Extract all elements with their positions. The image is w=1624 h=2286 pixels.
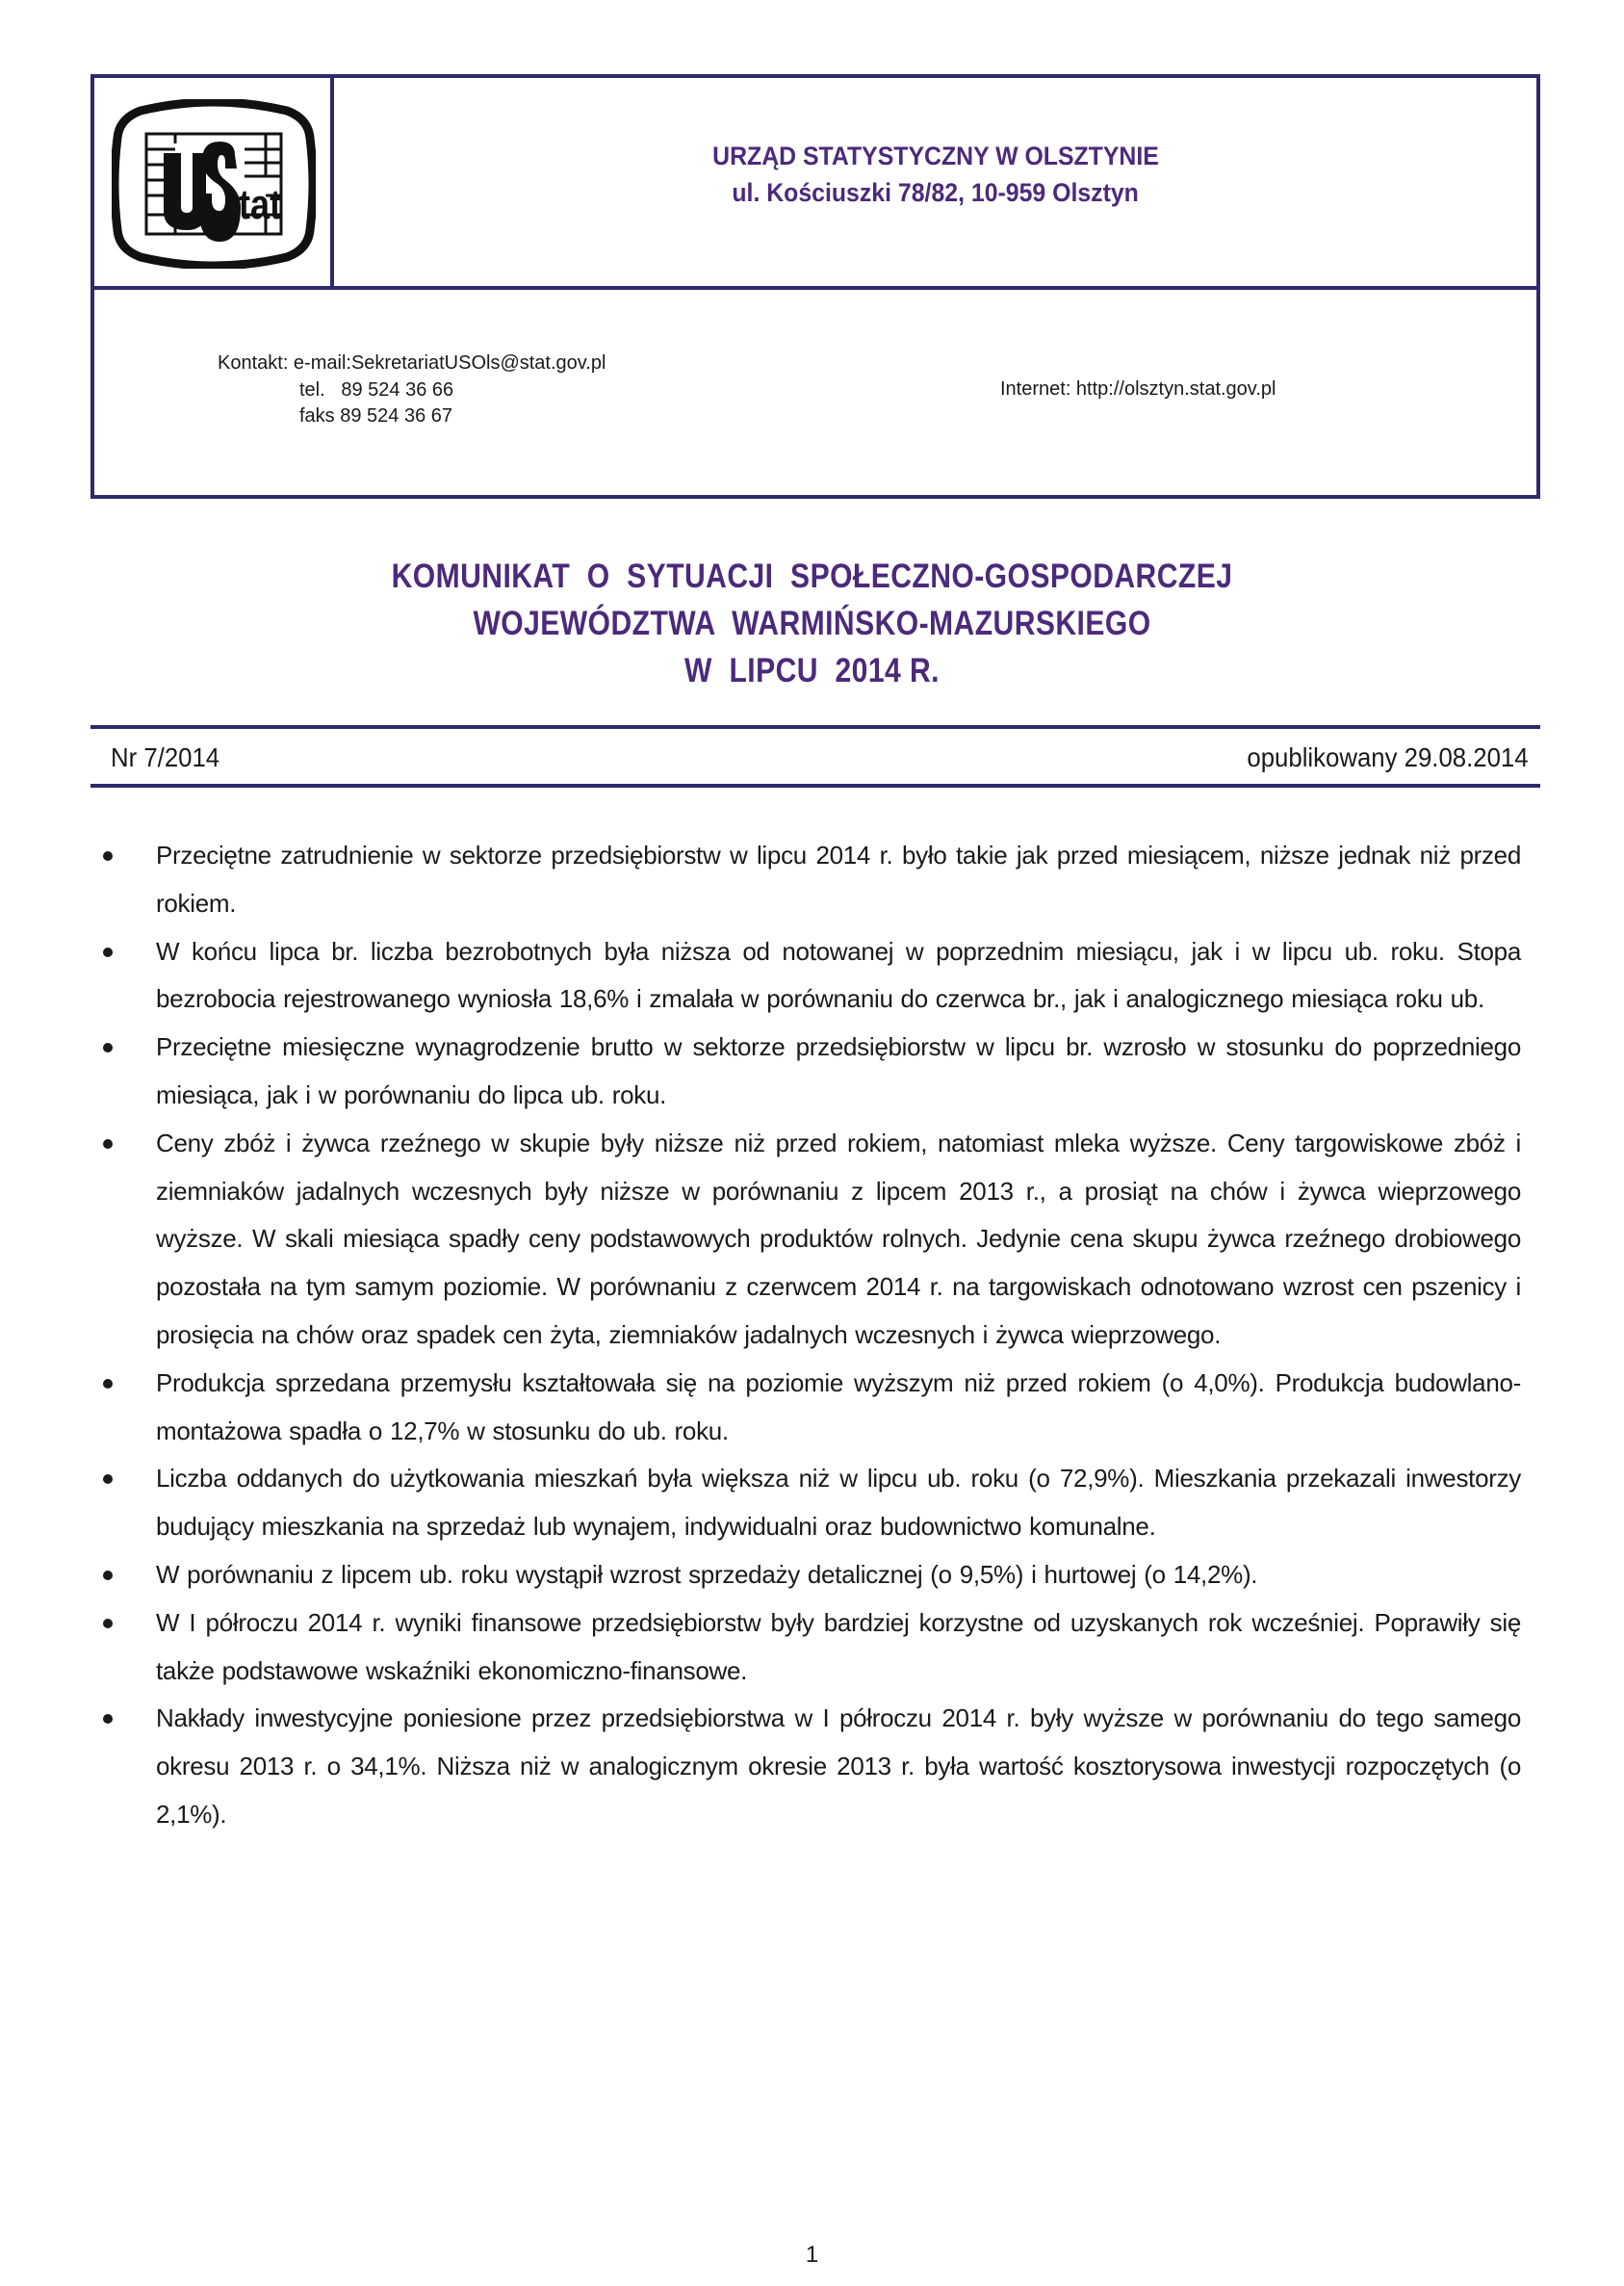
header-divider (94, 286, 1536, 290)
title-line-1: KOMUNIKAT O SYTUACJI SPOŁECZNO-GOSPODARCZEJ (391, 558, 1233, 595)
report-title (0, 553, 1624, 694)
header-box (90, 74, 1540, 499)
bullet-icon (103, 1714, 113, 1724)
list-item: W I półroczu 2014 r. wyniki finansowe przedsiębiorstw były bardziej korzystne od uzyskanych rok wcześniej. Poprawiły się także podstawowe wskaźniki ekonomiczno-finansowe. (89, 1599, 1521, 1696)
logo-cell (94, 78, 334, 288)
contact-block (218, 351, 606, 430)
bullet-icon (103, 1619, 113, 1628)
summary-list (89, 832, 1521, 1839)
org-address: ul. Kościuszki 78/82, 10-959 Olsztyn (732, 178, 1140, 207)
list-item: W końcu lipca br. liczba bezrobotnych była niższa od notowanej w poprzednim miesiącu, jak i w lipcu ub. roku. Stopa bezrobocia rejestrowanego wyniosła 18,6% i zmalała w porównaniu do czerwca br., jak i analogicznego miesiąca roku ub. (89, 928, 1521, 1025)
bullet-icon (103, 948, 113, 957)
rule-bottom (90, 784, 1540, 788)
rule-top (90, 725, 1540, 729)
svg-text:tat: tat (239, 180, 282, 228)
issue-number: Nr 7/2014 (111, 742, 220, 772)
bullet-icon (103, 1379, 113, 1389)
contact-fax: faks 89 524 36 67 (299, 405, 453, 427)
page-number: 1 (805, 2242, 819, 2268)
title-line-2: WOJEWÓDZTWA WARMIŃSKO-MAZURSKIEGO (473, 605, 1151, 642)
contact-email[interactable]: Kontakt: e-mail:SekretariatUSOls@stat.gov.pl (218, 352, 606, 374)
bullet-icon (103, 1043, 113, 1052)
list-item: W porównaniu z lipcem ub. roku wystąpił wzrost sprzedaży detalicznej (o 9,5%) i hurtowej (o 14,2%). (89, 1551, 1521, 1599)
org-name-block (334, 78, 1537, 286)
bullet-icon (103, 1139, 113, 1149)
org-name: URZĄD STATYSTYCZNY W OLSZTYNIE (712, 142, 1159, 170)
issue-bar (111, 740, 1529, 775)
list-item: Przeciętne zatrudnienie w sektorze przedsiębiorstw w lipcu 2014 r. było takie jak przed miesiącem, niższe jednak niż przed rokiem. (89, 832, 1521, 928)
bullet-icon (103, 1571, 113, 1580)
ustat-logo-icon (112, 99, 316, 269)
title-line-3: W LIPCU 2014 R. (684, 652, 940, 689)
bullet-icon (103, 1474, 113, 1484)
contact-internet[interactable]: Internet: http://olsztyn.stat.gov.pl (1000, 378, 1276, 400)
list-item: Nakłady inwestycyjne poniesione przez przedsiębiorstwa w I półroczu 2014 r. były wyższe w porównaniu do tego samego okresu 2013 r. o 34,1%. Niższa niż w analogicznym okresie 2013 r. była wartość kosztorysowa inwestycji rozpoczętych (o 2,1%). (89, 1695, 1521, 1838)
list-item: Ceny zbóż i żywca rzeźnego w skupie były niższe niż przed rokiem, natomiast mleka wyższe. Ceny targowiskowe zbóż i ziemniaków jadalnych wczesnych były niższe w porównaniu z lipcem 2013 r., a prosiąt na chów i żywca wieprzowego wyższe. W skali miesiąca spadły ceny podstawowych produktów rolnych. Jedynie cena skupu żywca rzeźnego drobiowego pozostała na tym samym poziomie. W porównaniu z czerwcem 2014 r. na targowiskach odnotowano wzrost cen pszenicy i prosięcia na chów oraz spadek cen żyta, ziemniaków jadalnych wczesnych i żywca wieprzowego. (89, 1120, 1521, 1360)
publication-date: opublikowany 29.08.2014 (1247, 742, 1529, 772)
bullet-icon (103, 851, 113, 861)
contact-phone: tel. 89 524 36 66 (299, 378, 454, 401)
list-item: Liczba oddanych do użytkowania mieszkań była większa niż w lipcu ub. roku (o 72,9%). Mieszkania przekazali inwestorzy budujący mieszkania na sprzedaż lub wynajem, indywidualni oraz budownictwo komunalne. (89, 1455, 1521, 1551)
list-item: Produkcja sprzedana przemysłu kształtowała się na poziomie wyższym niż przed rokiem (o 4,0%). Produkcja budowlano-montażowa spadła o 12,7% w stosunku do ub. roku. (89, 1360, 1521, 1456)
list-item: Przeciętne miesięczne wynagrodzenie brutto w sektorze przedsiębiorstw w lipcu br. wzrosło w stosunku do poprzedniego miesiąca, jak i w porównaniu do lipca ub. roku. (89, 1024, 1521, 1120)
